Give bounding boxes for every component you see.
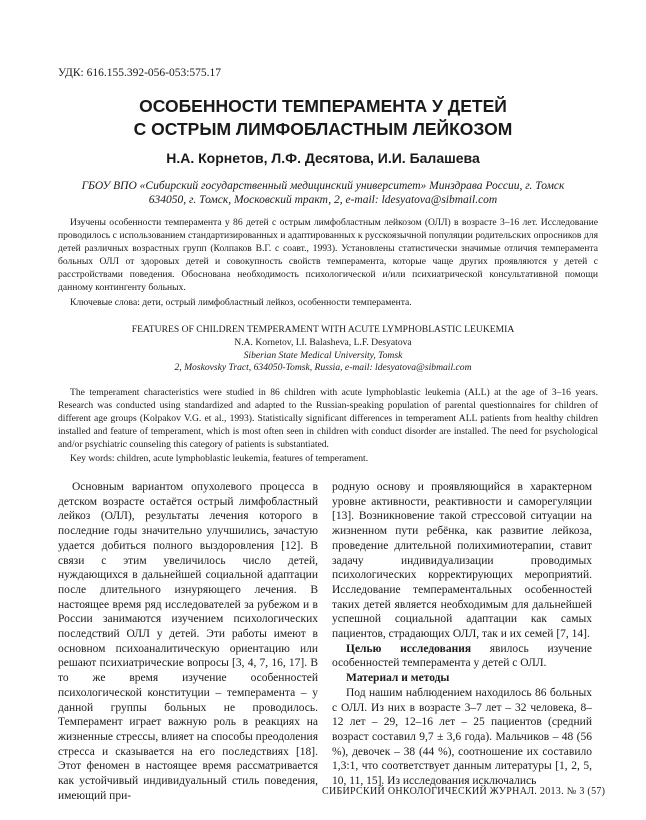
english-title: FEATURES OF CHILDREN TEMPERAMENT WITH ACUTE LYMPHOBLASTIC LEUKEMIA (131, 324, 515, 335)
keywords-ru: Ключевые слова: дети, острый лимфобластный лейкоз, особенности темперамента. (70, 297, 412, 308)
methods-paragraph: Под нашим наблюдением находилось 86 больных с ОЛЛ. Из них в возрасте 3–7 лет – 32 человека, 8–12 лет – 29, 12–16 лет – 25 пациентов (средний возраст составил 9,7 ± 3,6 года). Мальчиков – 48 (56 %), девочек – 38 (44 %), соотношение их составило 1,3:1, что соответствует данным литературы [1, 2, 5, 10, 11, 15]. Из исследования исключались (332, 686, 592, 788)
affiliation (70, 179, 576, 207)
udk-code: УДК: 616.155.392-056-053:575.17 (58, 67, 222, 79)
affiliation-line-1: ГБОУ ВПО «Сибирский государственный медицинский университет» Минздрава России, г. Томск (81, 180, 565, 192)
title-line-1: ОСОБЕННОСТИ ТЕМПЕРАМЕНТА У ДЕТЕЙ (139, 96, 507, 116)
affiliation-line-2: 634050, г. Томск, Московский тракт, 2, e-mail: ldesyatova@sibmail.com (148, 194, 498, 206)
body-column-left (58, 480, 318, 803)
aim-label: Целью исследования (346, 642, 472, 655)
body-column-right (332, 480, 592, 789)
aim-paragraph (332, 642, 592, 671)
english-affiliation-line-1: Siberian State Medical University, Tomsk (243, 350, 403, 361)
english-authors: N.A. Kornetov, I.I. Balasheva, L.F. Desyatova (234, 337, 412, 348)
aim-text: явилось изучение особенностей темперамента у детей с ОЛЛ. (332, 642, 592, 670)
english-affiliation-line-2: 2, Moskovsky Tract, 634050-Tomsk, Russia, e-mail: ldesyatova@sibmail.com (174, 362, 472, 373)
body-paragraph-continued: родную основу и проявляющийся в характерном уровне активности, реактивности и саморегуляции [13]. Возникновение такой стрессовой ситуации на жизненном пути ребёнка, как развитие лейкоза, проведение длительной полихимиотерапии, ставит задачу индивидуализации проводимых психологических корректирующих мероприятий. Исследование темпераментальных особенностей таких детей является необходимым для дальнейшей успешной социальной адаптации как самых пациентов, страдающих ОЛЛ, так и их семей [7, 14]. (332, 481, 592, 641)
abstract-ru: Изучены особенности темперамента у 86 детей с острым лимфобластным лейкозом (ОЛЛ) в возрасте 3–16 лет. Исследование проводилось с использованием стандартизированных и адаптированных к русскоязычной популяции родительских опросников для детей различных возрастных групп (Колпаков В.Г. с соавт., 1993). Установлены статистически значимые отличия темперамента больных ОЛЛ от здоровых детей и совокупность свойств темперамента, которые чаще других проявляются у детей с расстройствами поведения. Обоснована необходимость психологической и/или психиатрической консультативной помощи данному контингенту больных. (58, 217, 598, 293)
english-affiliation (58, 350, 588, 374)
journal-footer: СИБИРСКИЙ ОНКОЛОГИЧЕСКИЙ ЖУРНАЛ. 2013. № 3 (57) (322, 786, 606, 797)
abstract-en: The temperament characteristics were studied in 86 children with acute lymphoblastic leukemia (ALL) at the age of 3–16 years. Research was conducted using standardized and adapted to the Russian-speaking population of parental questionnaires for children of different age groups (Kolpakov V.G. et al., 1993). Statistically significant differences in temperament ALL patients from healthy children installed and feature of temperament, which is most often seen in children with conduct disorder are installed. The need for psychological and/or psychiatric counseling this category of patients is substantiated. (58, 387, 598, 450)
keywords-en: Key words: children, acute lymphoblastic leukemia, features of temperament. (70, 453, 369, 464)
authors: Н.А. Корнетов, Л.Ф. Десятова, И.И. Балашева (166, 150, 480, 166)
methods-heading: Материал и методы (346, 672, 450, 685)
body-paragraph: Основным вариантом опухолевого процесса в детском возрасте остаётся острый лимфобластный лейкоз (ОЛЛ), результаты лечения которого в последние годы значительно улучшились, зачастую удается добиться полного выздоровления [12]. В связи с этим увеличилось число детей, нуждающихся в дальнейшей социальной адаптации после длительного изнуряющего лечения. В настоящее время ряд исследователей за рубежом и в России занимаются изучением психологических последствий ОЛЛ у детей. Эти работы имеют в основном психоаналитическую ориентацию или решают психиатрические вопросы [3, 4, 7, 16, 17]. В то же время изучение особенностей психологической конституции – темперамента – у данной группы больных не проводилось. Темперамент играет важную роль в реакциях на жизненные стрессы, влияет на способы преодоления стресса и сказывается на его последствиях [18]. Этот феномен в настоящее время рассматривается как устойчивый индивидуальный стиль поведения, имеющий при- (58, 481, 318, 802)
title-line-2: С ОСТРЫМ ЛИМФОБЛАСТНЫМ ЛЕЙКОЗОМ (133, 119, 513, 139)
article-title (40, 95, 606, 141)
